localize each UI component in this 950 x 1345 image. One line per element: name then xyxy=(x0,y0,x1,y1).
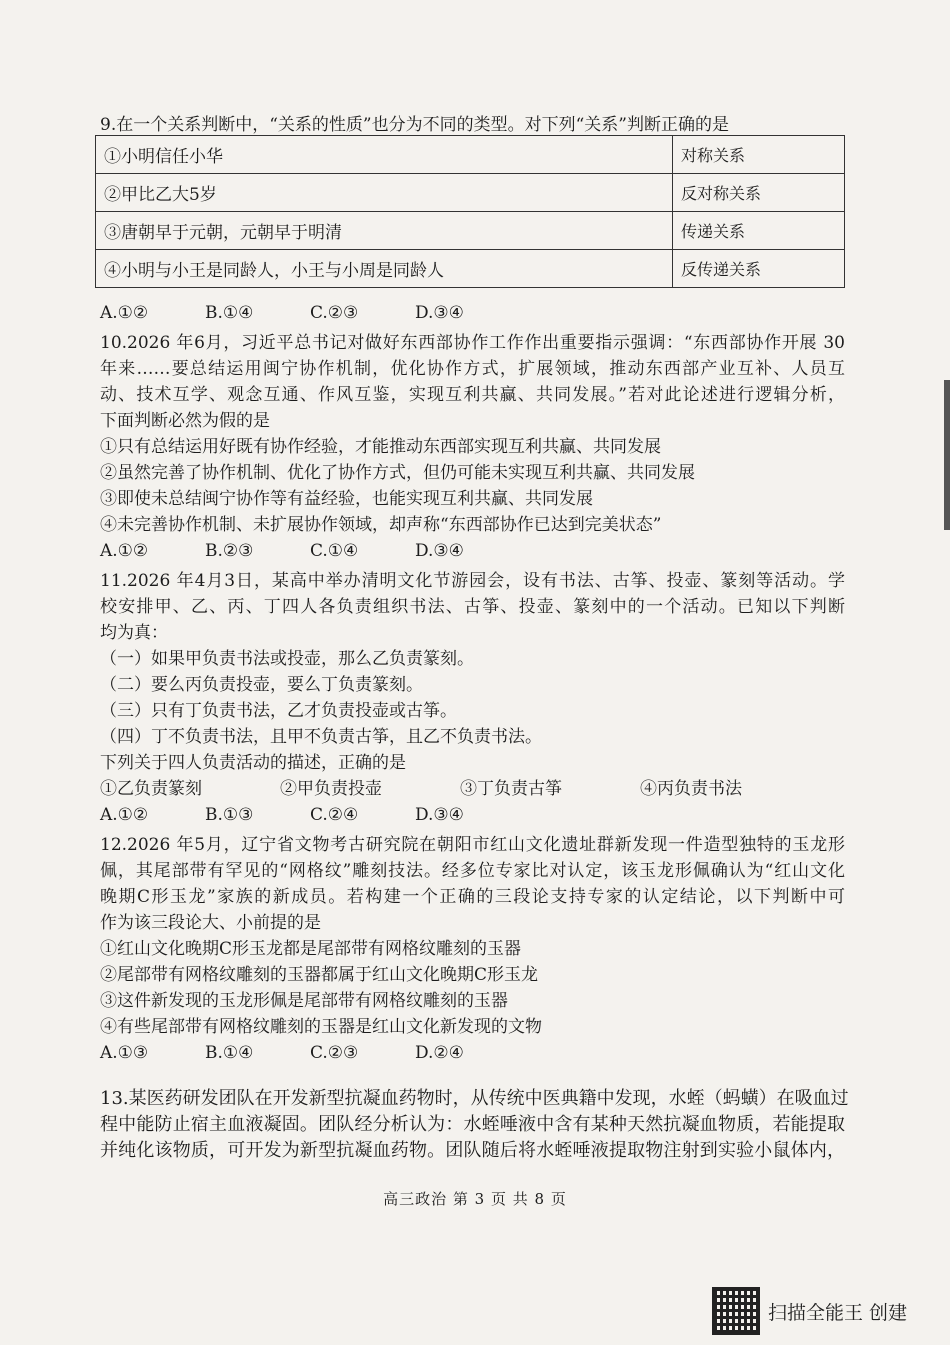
q11-condition: （二）要么丙负责投壶，要么丁负责篆刻。 xyxy=(100,675,423,695)
question-10 xyxy=(100,330,845,564)
q10-options xyxy=(100,538,845,564)
q10-item: ③即使未总结闽宁协作等有益经验，也能实现互利共赢、共同发展 xyxy=(100,489,593,509)
q12-item: ④有些尾部带有网格纹雕刻的玉器是红山文化新发现的文物 xyxy=(100,1017,542,1037)
option-b: B.①④ xyxy=(205,1043,254,1063)
q12-options xyxy=(100,1040,845,1066)
option-a: A.①② xyxy=(100,303,149,323)
table-row xyxy=(96,136,845,174)
scanner-watermark xyxy=(712,1287,907,1335)
q11-stem-line: 11.2026 年4月3日，某高中举办清明文化节游园会，设有书法、古筝、投壶、篆刻等活动。学 xyxy=(100,571,845,591)
q10-item: ④未完善协作机制、未扩展协作领域，却声称“东西部协作已达到完美状态” xyxy=(100,515,662,535)
option-c: C.②③ xyxy=(310,303,359,323)
qr-code-icon xyxy=(712,1287,760,1335)
option-b: B.①③ xyxy=(205,805,254,825)
question-13 xyxy=(100,1086,849,1164)
scanner-label: 扫描全能王 创建 xyxy=(768,1301,908,1324)
option-a: A.①③ xyxy=(100,1043,149,1063)
table-row xyxy=(96,250,845,288)
table-row xyxy=(96,174,845,212)
relation-type: 反对称关系 xyxy=(673,174,845,212)
relation-table xyxy=(95,135,845,288)
q11-condition: （四）丁不负责书法，且甲不负责古筝，且乙不负责书法。 xyxy=(100,727,542,747)
option-d: D.③④ xyxy=(415,805,464,825)
q11-options xyxy=(100,802,845,828)
q12-item: ③这件新发现的玉龙形佩是尾部带有网格纹雕刻的玉器 xyxy=(100,991,508,1011)
page-edge-shadow xyxy=(944,380,950,530)
table-row xyxy=(96,212,845,250)
q13-stem-line: 并纯化该物质，可开发为新型抗凝血药物。团队随后将水蛭唾液提取物注射到实验小鼠体内， xyxy=(100,1140,845,1161)
relation-type: 对称关系 xyxy=(673,136,845,174)
q9-options xyxy=(100,300,845,326)
q12-stem-line: 佩，其尾部带有罕见的“网格纹”雕刻技法。经多位专家比对认定，该玉龙形佩确认为“红山文化 xyxy=(100,861,845,881)
q11-condition: （三）只有丁负责书法，乙才负责投壶或古筝。 xyxy=(100,701,457,721)
q11-ask: 下列关于四人负责活动的描述，正确的是 xyxy=(100,753,406,773)
q11-item: ①乙负责篆刻 xyxy=(100,779,202,799)
relation-statement: ①小明信任小华 xyxy=(96,136,673,174)
q10-stem-line: 下面判断必然为假的是 xyxy=(100,411,270,431)
q12-item: ①红山文化晚期C形玉龙都是尾部带有网格纹雕刻的玉器 xyxy=(100,939,522,959)
q12-stem-line: 12.2026 年5月，辽宁省文物考古研究院在朝阳市红山文化遗址群新发现一件造型独特的玉龙形 xyxy=(100,835,845,855)
relation-statement: ③唐朝早于元朝，元朝早于明清 xyxy=(96,212,673,250)
q11-item: ④丙负责书法 xyxy=(640,779,742,799)
question-11 xyxy=(100,568,845,828)
q13-stem-line: 程中能防止宿主血液凝固。团队经分析认为：水蛭唾液中含有某种天然抗凝血物质，若能提取 xyxy=(100,1114,845,1135)
option-b: B.②③ xyxy=(205,541,254,561)
question-12 xyxy=(100,832,845,1066)
q10-stem-line: 10.2026 年6月，习近平总书记对做好东西部协作工作作出重要指示强调：“东西部协作开展 30 xyxy=(100,333,845,353)
relation-type: 反传递关系 xyxy=(673,250,845,288)
option-b: B.①④ xyxy=(205,303,254,323)
option-c: C.②③ xyxy=(310,1043,359,1063)
q11-stem-line: 均为真： xyxy=(100,623,168,643)
option-a: A.①② xyxy=(100,805,149,825)
q12-item: ②尾部带有网格纹雕刻的玉器都属于红山文化晚期C形玉龙 xyxy=(100,965,539,985)
q11-items xyxy=(100,776,845,802)
relation-statement: ②甲比乙大5岁 xyxy=(96,174,673,212)
q11-condition: （一）如果甲负责书法或投壶，那么乙负责篆刻。 xyxy=(100,649,474,669)
option-d: D.②④ xyxy=(415,1043,464,1063)
q11-item: ②甲负责投壶 xyxy=(280,779,382,799)
q12-stem-line: 晚期C形玉龙”家族的新成员。若构建一个正确的三段论支持专家的认定结论，以下判断中可 xyxy=(100,887,845,907)
page-footer: 高三政治 第 3 页 共 8 页 xyxy=(383,1190,567,1208)
option-a: A.①② xyxy=(100,541,149,561)
q13-stem-line: 13.某医药研发团队在开发新型抗凝血药物时，从传统中医典籍中发现，水蛭（蚂蟥）在吸血过 xyxy=(100,1088,849,1109)
option-d: D.③④ xyxy=(415,303,464,323)
option-c: C.②④ xyxy=(310,805,359,825)
relation-statement: ④小明与小王是同龄人，小王与小周是同龄人 xyxy=(96,250,673,288)
relation-type: 传递关系 xyxy=(673,212,845,250)
q9-stem: 9.在一个关系判断中，“关系的性质”也分为不同的类型。对下列“关系”判断正确的是 xyxy=(100,115,729,135)
q11-stem-line: 校安排甲、乙、丙、丁四人各负责组织书法、古筝、投壶、篆刻中的一个活动。已知以下判断 xyxy=(100,597,845,617)
q10-stem-line: 动、技术互学、观念互通、作风互鉴，实现互利共赢、共同发展。”若对此论述进行逻辑分析， xyxy=(100,385,845,405)
q10-item: ①只有总结运用好既有协作经验，才能推动东西部实现互利共赢、共同发展 xyxy=(100,437,661,457)
q10-stem-line: 年来……要总结运用闽宁协作机制，优化协作方式，扩展领域，推动东西部产业互补、人员互 xyxy=(100,359,845,379)
q10-item: ②虽然完善了协作机制、优化了协作方式，但仍可能未实现互利共赢、共同发展 xyxy=(100,463,695,483)
q12-stem-line: 作为该三段论大、小前提的是 xyxy=(100,913,321,933)
option-c: C.①④ xyxy=(310,541,359,561)
q11-item: ③丁负责古筝 xyxy=(460,779,562,799)
option-d: D.③④ xyxy=(415,541,464,561)
